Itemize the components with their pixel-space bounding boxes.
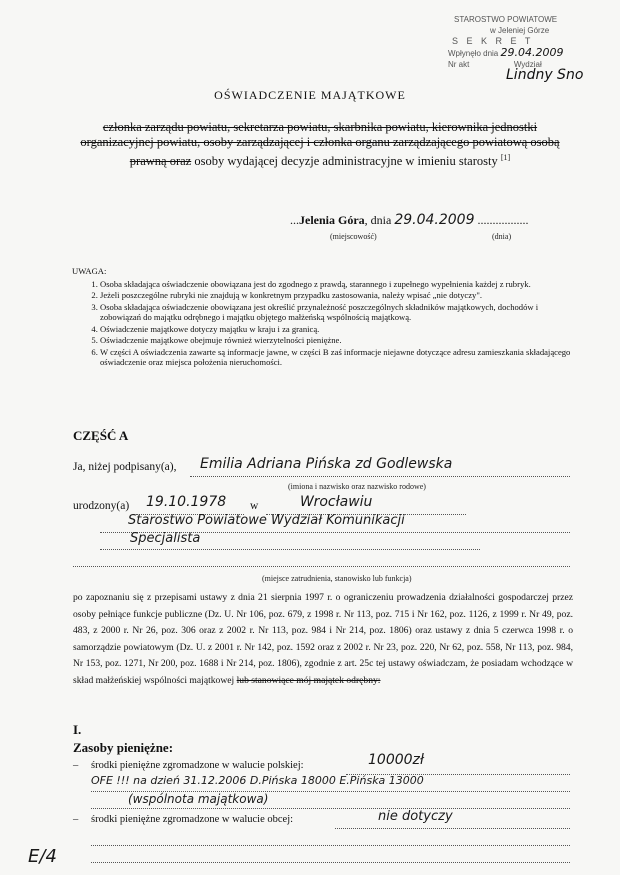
margin-note: E/4 bbox=[28, 846, 57, 867]
note-item: 6. W części A oświadczenia zawarte są informacje jawne, w części B zaś informacje niejawne dotyczące adresu zamieszkania składającego oświadczenie oraz miejsca położenia nieruchomości. bbox=[100, 347, 572, 368]
place-date: 29.04.2009 bbox=[394, 212, 475, 228]
pln-label: środki pieniężne zgromadzone w walucie polskiej: bbox=[91, 760, 304, 771]
stamp-signature: Lindny Sno bbox=[506, 67, 584, 83]
notes-heading: UWAGA: bbox=[72, 266, 107, 276]
stamp-office: STAROSTWO POWIATOWE bbox=[454, 15, 558, 24]
stamp-city: w Jeleniej Górze bbox=[490, 26, 550, 35]
section-1-number: I. bbox=[73, 722, 82, 737]
part-a-heading: CZĘŚĆ A bbox=[73, 428, 129, 443]
stamp-received-date: 29.04.2009 bbox=[500, 46, 564, 59]
declarant-category bbox=[70, 120, 570, 169]
stamp-number-label: Nr akt bbox=[448, 60, 470, 69]
statement-text: po zapoznaniu się z przepisami ustawy z dnia 21 sierpnia 1997 r. o ograniczeniu prowadzenia działalności gospodarczej przez osoby pełniące funkcje publiczne (Dz. U. Nr 106, poz. 679, z 1998 r. Nr 113, poz. 715 i Nr 162, poz. 1126, z 1999 r. Nr 49, poz. 483, z 2000 r. Nr 26, poz. 306 oraz z 2002 r. Nr 113, poz. 984 i Nr 214, poz. 1806) oraz ustawy z dnia 5 czerwca 1998 r. o samorządzie powiatowym (Dz. U. z 2001 r. Nr 142, poz. 1592 oraz z 2002 r. Nr 23, poz. 220, Nr 62, poz. 558, Nr 113, poz. 984, Nr 153, poz. 1271, Nr 200, poz. 1688 i Nr 214, poz. 1806), zgodnie z art. 25c tej ustawy oświadczam, że posiadam wchodzące w skład małżeńskiej wspólności majątkowej bbox=[73, 592, 573, 686]
kept-category: osoby wydającej decyzje administracyjne w imieniu starosty bbox=[194, 154, 498, 169]
in-label: w bbox=[250, 500, 259, 512]
note-item: 1. Osoba składająca oświadczenie obowiązana jest do zgodnego z prawdą, starannego i zupełnego wypełnienia każdej z rubryk. bbox=[100, 279, 572, 290]
foreign-amount: nie dotyczy bbox=[378, 809, 453, 824]
document-title: OŚWIADCZENIE MAJĄTKOWE bbox=[214, 88, 406, 102]
place-date-line: ...Jelenia Góra, dnia 29.04.2009 ................. bbox=[290, 212, 529, 228]
stamp-received-label: Wpłynęło dnia bbox=[448, 49, 499, 58]
section-1-heading: Zasoby pieniężne: bbox=[73, 740, 174, 755]
undersigned-label: Ja, niżej podpisany(a), bbox=[73, 461, 177, 473]
struck-categories: członka zarządu powiatu, sekretarza powiatu, skarbnika powiatu, kierownika jednostki organizacyjnej powiatu, osoby zarządzającej i członka organu zarządzającego powiatową osobą prawną oraz bbox=[80, 120, 560, 169]
pln-detail-2: (wspólnota majątkowa) bbox=[128, 792, 269, 806]
stamp-issued-label: Wydział bbox=[513, 60, 542, 69]
declarant-name: Emilia Adriana Pińska zd Godlewska bbox=[200, 456, 453, 472]
statement-paragraph bbox=[73, 590, 573, 689]
note-item: 4. Oświadczenie majątkowe dotyczy majątku w kraju i za granicą. bbox=[100, 324, 572, 335]
position: Specjalista bbox=[130, 531, 201, 546]
birth-date: 19.10.1978 bbox=[146, 494, 227, 510]
notes-list bbox=[72, 279, 572, 368]
notes-block bbox=[72, 266, 572, 369]
birth-place: Wrocławiu bbox=[300, 494, 373, 510]
pln-amount: 10000zł bbox=[368, 752, 424, 768]
pln-detail: OFE !!! na dzień 31.12.2006 D.Pińska 18000 E.Pińska 13000 bbox=[91, 774, 424, 787]
stamp-dept: S E K R E T bbox=[452, 36, 534, 46]
date-caption: (dnia) bbox=[492, 232, 512, 241]
footnote-marker: [1] bbox=[500, 153, 511, 162]
place-city: Jelenia Góra bbox=[299, 213, 365, 227]
foreign-label: środki pieniężne zgromadzone w walucie obcej: bbox=[91, 814, 294, 825]
office-stamp bbox=[448, 14, 608, 84]
name-caption: (imiona i nazwisko oraz nazwisko rodowe) bbox=[288, 482, 426, 491]
employer: Starostwo Powiatowe Wydział Komunikacji bbox=[128, 513, 405, 528]
statement-struck: lub stanowiące mój majątek odrębny: bbox=[236, 674, 381, 686]
note-item: 3. Osoba składająca oświadczenie obowiązana jest określić przynależność poszczególnych składników majątkowych, dochodów i zobowiązań do majątku odrębnego i majątku objętego małżeńską wspólnością majątkową. bbox=[100, 302, 572, 323]
employment-caption: (miejsce zatrudnienia, stanowisko lub funkcja) bbox=[262, 574, 412, 583]
note-item: 2. Jeżeli poszczególne rubryki nie znajdują w konkretnym przypadku zastosowania, należy wpisać „nie dotyczy". bbox=[100, 290, 572, 301]
born-label: urodzony(a) bbox=[73, 500, 130, 512]
note-item: 5. Oświadczenie majątkowe obejmuje również wierzytelności pieniężne. bbox=[100, 335, 572, 346]
place-caption: (miejscowość) bbox=[330, 232, 377, 241]
